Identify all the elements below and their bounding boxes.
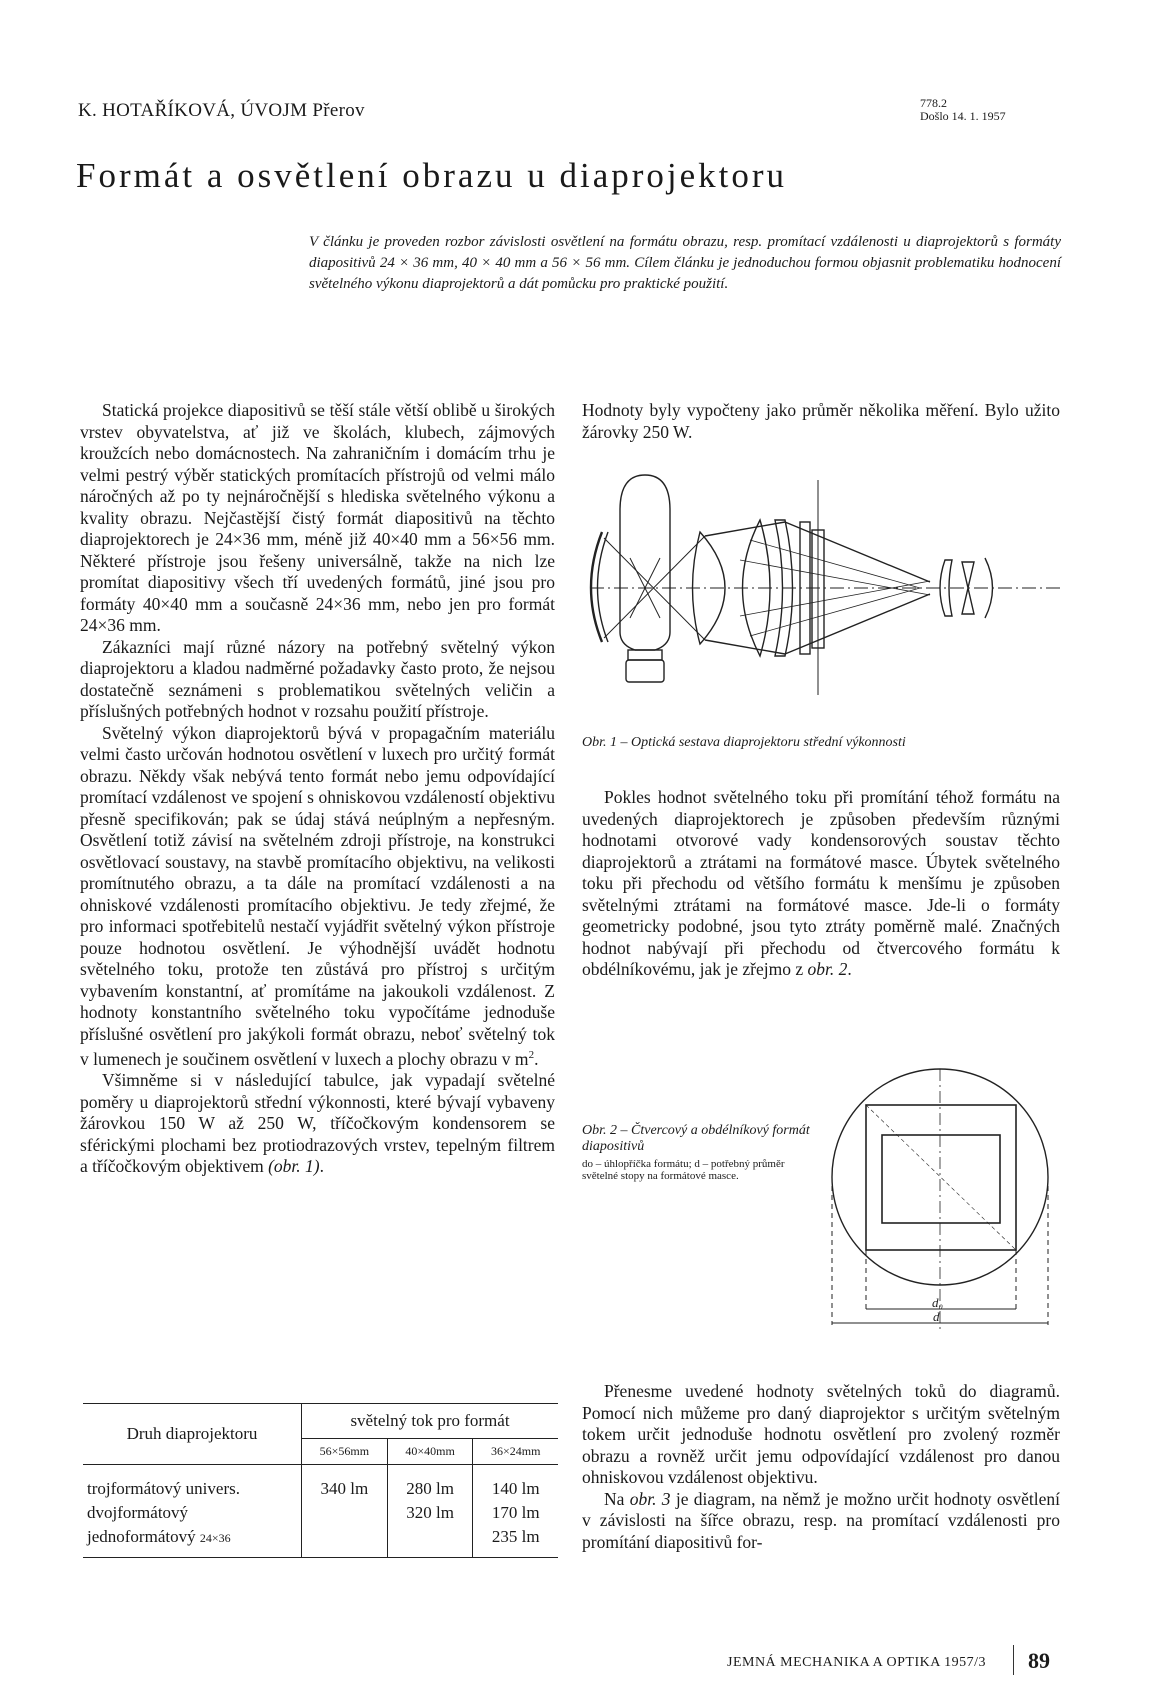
table-header-group: světelný tok pro formát — [302, 1404, 559, 1439]
table-cell-value — [302, 1501, 388, 1525]
received-date: Došlo 14. 1. 1957 — [920, 109, 1006, 123]
paragraph-text: je diagram, na němž je možno určit hodnoty osvětlení v závislosti na šířce obrazu, resp. na promítací vzdálenosti pro promítání diapositivů for- — [582, 1488, 1060, 1552]
left-column — [80, 400, 555, 1178]
luminous-flux-table — [83, 1403, 558, 1558]
footer-divider — [1013, 1645, 1014, 1675]
table-cell-type — [83, 1525, 302, 1558]
table-cell-type-text: jednoformátový — [87, 1527, 196, 1546]
paragraph: Hodnoty byly vypočteny jako průměr několika měření. Bylo užito žárovky 250 W. — [582, 400, 1060, 442]
article-meta — [920, 97, 1006, 123]
figure-reference: obr. 2 — [807, 959, 848, 979]
figure-reference: obr. 3 — [629, 1488, 671, 1509]
table-format-header: 56×56mm — [302, 1439, 388, 1465]
abstract: V článku je proveden rozbor závislosti osvětlení na formátu obrazu, resp. promítací vzdálenosti u diaprojektorů s formáty diapositivů 24 × 36 mm, 40 × 40 mm a 56 × 56 mm. Cílem článku je jednoduchou formou objasnit problematiku hodnocení světelného výkonu diaprojektorů a dát pomůcku pro praktické použití. — [309, 234, 1061, 292]
paragraph-end: . — [847, 959, 852, 979]
table-header-row — [83, 1404, 558, 1439]
paragraph-text: Světelný výkon diaprojektorů bývá v propagačním materiálu velmi často určován hodnotou osvětlení v luxech pro určitý formát obrazu. Někdy však nebývá tento formát nebo jemu odpovídající promítací vzdálenost ve spojení s ohniskovou vzdáleností objektivu přesně specifikován; pak se údaj stává neúplným a nepřesným. Osvětlení totiž závisí na světelném zdroji přístroje, na konstrukci osvětlovací soustavy, na stavbě promítacího objektivu, na velikosti promítnutého obrazu, a ta dále na promítací vzdálenosti a na ohniskové vzdálenosti promítacího objektivu. Je tedy zřejmé, že pro informaci spotřebitelů nestačí vyjádřit světelný výkon přístroje pouze hodnotou osvětlení. Je výhodnější uvádět hodnotu světelného toku, protože ten zůstává pro přístroj s určitým vybavením konstantní, ať promítáme na jakoukoli vzdálenost. Z hodnoty konstantního světelného toku vypočítáme jednoduše příslušné osvětlení pro jakýkoli formát obrazu, neboť světelný tok v lumenech je součinem osvětlení v luxech a plochy obrazu v m — [80, 722, 555, 1069]
figure-1-caption: Obr. 1 – Optická sestava diaprojektoru střední výkonnosti — [582, 735, 906, 750]
table-cell-value — [302, 1525, 388, 1558]
paragraph — [80, 1070, 555, 1178]
table-cell-value: 235 lm — [491, 1527, 540, 1546]
udc-code: 778.2 — [920, 96, 947, 110]
table-row — [83, 1465, 558, 1502]
figure-2-label-inner: d₀ — [932, 1295, 944, 1310]
paragraph-end: . — [319, 1156, 324, 1177]
paragraph-end: . — [534, 1048, 539, 1069]
paragraph-text: Pokles hodnot světelného toku při promítání téhož formátu na uvedených diaprojektorech je způsoben především různými hodnotami otvorové vady kondensorových soustav těchto diaprojektorů a ztrátami na formátové masce. Úbytek světelného toku při přechodu od většího formátu k menšímu je způsoben světelnými ztrátami na formátové masce. Jde-li o formáty geometricky podobné, jsou tyto ztráty poměrně malé. Značných hodnot nabývají při přechodu od čtvercového formátu k obdélníkovému, jak je zřejmo z — [582, 787, 1060, 979]
right-column-conclusion — [582, 1381, 1060, 1553]
author-line: K. HOTAŘÍKOVÁ, ÚVOJM Přerov — [78, 100, 365, 121]
table-cell-value: 280 lm — [387, 1465, 473, 1502]
paragraph-text: Na — [604, 1488, 630, 1509]
figure-2-caption-legend: do – úhlopříčka formátu; d – potřebný průměr světelné stopy na formátové masce. — [582, 1158, 785, 1182]
table-cell-value: 170 lm — [491, 1503, 540, 1522]
paragraph-text: Všimněme si v následující tabulce, jak vypadají světelné poměry u diaprojektorů střední výkonnosti, které bývají vybaveny žárovkou 150 W až 250 W, tříčočkovým kondensorem se sférickými plochami bez protiodrazových vrstev, tepelným filtrem a tříčočkovým objektivem — [80, 1070, 555, 1177]
paragraph — [582, 1489, 1060, 1554]
paragraph: Přenesme uvedené hodnoty světelných toků do diagramů. Pomocí nich můžeme pro daný diaprojektor s určitým světelným tokem určit jednoduše hodnotu osvětlení pro zvolený rozměr obrazu a rovněž určit jemu odpovídající vzdálenost pro danou ohniskovou vzdálenost objektivu. — [582, 1381, 1060, 1487]
figure-1-optical-diagram — [590, 470, 1060, 710]
article-title: Formát a osvětlení obrazu u diaprojektoru — [76, 156, 788, 195]
table-cell-value: 340 lm — [302, 1465, 388, 1502]
figure-2-caption — [582, 1123, 817, 1182]
table-cell-type-suffix: 24×36 — [199, 1531, 231, 1545]
table-cell-value: 320 lm — [387, 1501, 473, 1525]
journal-footer: JEMNÁ MECHANIKA A OPTIKA 1957/3 — [727, 1655, 986, 1670]
paragraph — [582, 787, 1060, 981]
table-format-header: 40×40mm — [387, 1439, 473, 1465]
page-number: 89 — [1028, 1648, 1050, 1673]
paragraph: Zákazníci mají různé názory na potřebný světelný výkon diaprojektoru a kladou nadměrné požadavky často proto, že nejsou dostatečně seznámeni s problematikou světelných veličin a příslušných potřebných hodnot v rozsahu použití přístroje. — [80, 636, 555, 721]
paragraph — [80, 723, 555, 1071]
figure-2-label-outer: d — [933, 1309, 940, 1324]
table-header-type: Druh diaprojektoru — [83, 1404, 302, 1465]
figure-2-format-diagram — [830, 1065, 1060, 1340]
superscript: 2 — [528, 1049, 535, 1061]
table-cell-value — [387, 1525, 473, 1558]
figure-2-caption-title: Obr. 2 – Čtvercový a obdélníkový formát diapositivů — [582, 1123, 810, 1154]
table-cell-type: trojformátový univers. — [83, 1465, 302, 1502]
figure-reference: (obr. 1) — [268, 1156, 320, 1177]
paragraph: Statická projekce diapositivů se těší stále větší oblibě u širokých vrstev obyvatelstva, ať již ve školách, klubech, zájmových kroužcích nebo domácnostech. Na zahraničním i domácím trhu je velmi pestrý výběr statických promítacích přístrojů od velmi málo náročných až po ty nejnáročnější s hlediska světelného výkonu a kvality obrazu. Nejčastější čistý formát diapositivů na těchto diaprojektorech je 24×36 mm, méně již 40×40 mm a 56×56 mm. Některé přístroje jsou řešeny universálně, takže na nich lze promítat diapositivy všech tří uvedených formátů, jiné jsou pro formáty 40×40 mm a současně 24×36 mm, nebo jen pro formát 24×36 mm. — [80, 400, 555, 635]
table-row — [83, 1525, 558, 1558]
table-row — [83, 1501, 558, 1525]
right-column-body — [582, 787, 1060, 981]
table-cell-type: dvojformátový — [83, 1501, 302, 1525]
table-format-header: 36×24mm — [473, 1439, 558, 1465]
right-column-intro — [582, 400, 1060, 443]
table-cell-value: 140 lm — [491, 1479, 540, 1498]
